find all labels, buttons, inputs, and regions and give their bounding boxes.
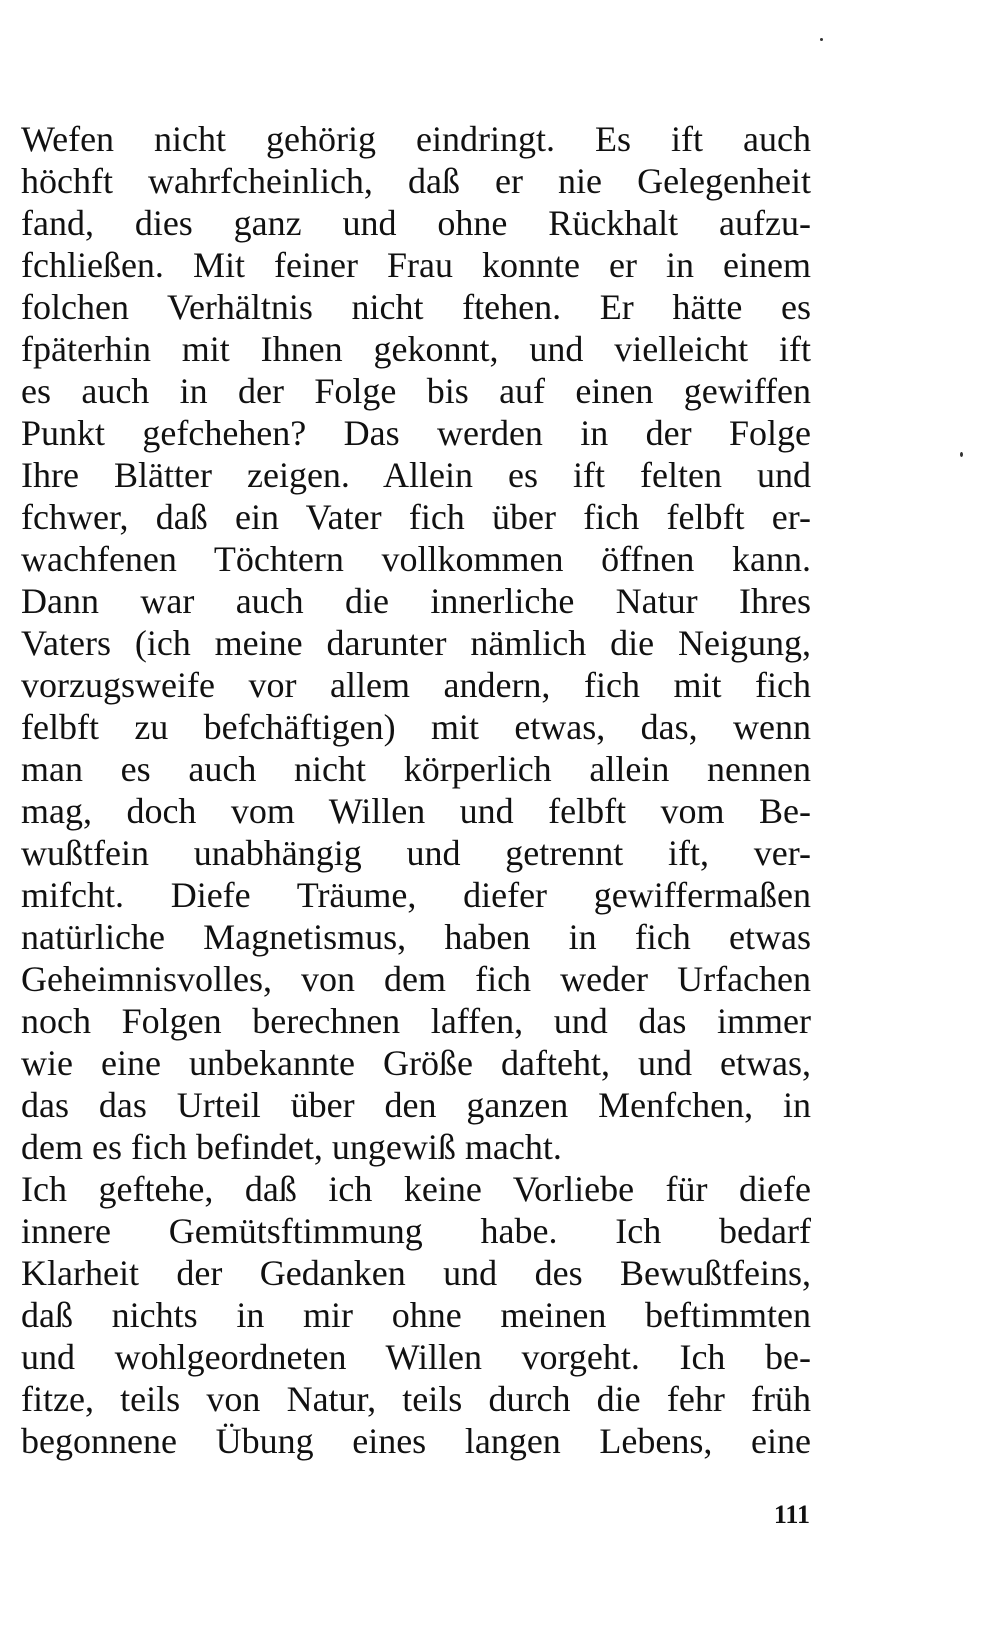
paragraph-end-line: dem es fich befindet, ungewiß macht. [21,1127,562,1167]
text-line: Geheimnisvolles, von dem fich weder Urfachen [21,959,811,999]
text-line: begonnene Übung eines langen Lebens, eine [21,1421,811,1461]
page-number: 111 [773,1500,810,1529]
text-line: und wohlgeordneten Willen vorgeht. Ich be- [21,1337,811,1377]
text-line: innere Gemütsftimmung habe. Ich bedarf [21,1211,811,1251]
text-line: Dann war auch die innerliche Natur Ihres [21,581,811,621]
text-line: fchwer, daß ein Vater fich über fich felbft er- [21,497,811,537]
text-line: noch Folgen berechnen laffen, und das immer [21,1001,811,1041]
print-speck [820,38,823,41]
text-line: es auch in der Folge bis auf einen gewiffen [21,371,811,411]
text-line: Ihre Blätter zeigen. Allein es ift felten und [21,455,811,495]
text-line: Klarheit der Gedanken und des Bewußtfeins, [21,1253,811,1293]
text-line: höchft wahrfcheinlich, daß er nie Gelegenheit [21,161,811,201]
text-line: fchließen. Mit feiner Frau konnte er in einem [21,245,811,285]
text-line: natürliche Magnetismus, haben in fich etwas [21,917,811,957]
text-line: daß nichts in mir ohne meinen beftimmten [21,1295,811,1335]
print-speck [960,452,963,457]
text-line: Ich geftehe, daß ich keine Vorliebe für diefe [21,1169,811,1209]
text-line: Vaters (ich meine darunter nämlich die Neigung, [21,623,811,663]
text-line: mifcht. Diefe Träume, diefer gewiffermaßen [21,875,811,915]
body-text [21,118,811,1462]
text-line: Punkt gefchehen? Das werden in der Folge [21,413,811,453]
text-line: wachfenen Töchtern vollkommen öffnen kann. [21,539,811,579]
text-line: felbft zu befchäftigen) mit etwas, das, wenn [21,707,811,747]
text-line: man es auch nicht körperlich allein nennen [21,749,811,789]
text-line: mag, doch vom Willen und felbft vom Be- [21,791,811,831]
text-line: fpäterhin mit Ihnen gekonnt, und vielleicht ift [21,329,811,369]
text-line: wußtfein unabhängig und getrennt ift, ver- [21,833,811,873]
text-line: vorzugsweife vor allem andern, fich mit fich [21,665,811,705]
text-line: folchen Verhältnis nicht ftehen. Er hätte es [21,287,811,327]
text-line: das das Urteil über den ganzen Menfchen, in [21,1085,811,1125]
text-line: fitze, teils von Natur, teils durch die fehr früh [21,1379,811,1419]
text-line: Wefen nicht gehörig eindringt. Es ift auch [21,119,811,159]
text-line: fand, dies ganz und ohne Rückhalt aufzu- [21,203,811,243]
text-line: wie eine unbekannte Größe dafteht, und etwas, [21,1043,811,1083]
